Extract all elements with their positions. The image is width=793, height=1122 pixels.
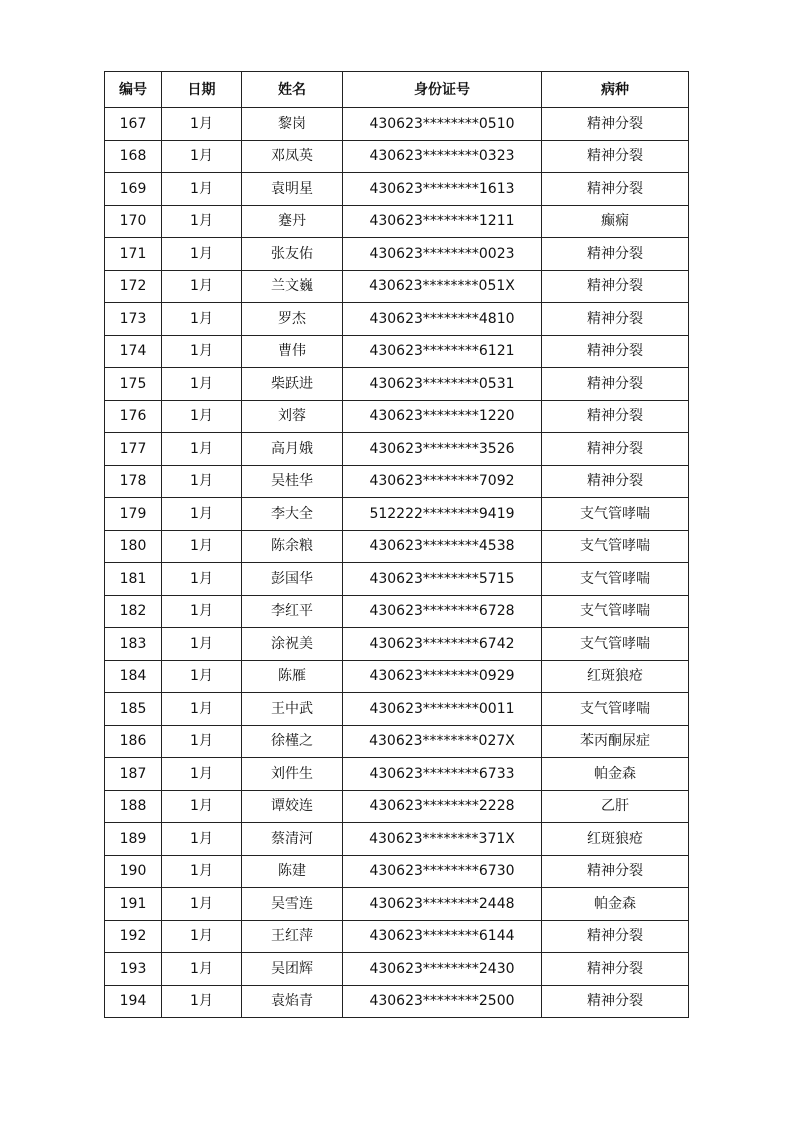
cell-date: 1月 bbox=[162, 563, 242, 596]
cell-id-number: 430623********6730 bbox=[343, 855, 542, 888]
cell-number: 189 bbox=[105, 823, 162, 856]
cell-disease: 精神分裂 bbox=[542, 920, 689, 953]
table-row bbox=[105, 920, 689, 953]
header-name: 姓名 bbox=[242, 72, 343, 108]
cell-disease: 精神分裂 bbox=[542, 108, 689, 141]
table-row bbox=[105, 530, 689, 563]
cell-name: 张友佑 bbox=[242, 238, 343, 271]
header-date: 日期 bbox=[162, 72, 242, 108]
table-row bbox=[105, 855, 689, 888]
cell-name: 曹伟 bbox=[242, 335, 343, 368]
cell-disease: 苯丙酮尿症 bbox=[542, 725, 689, 758]
cell-date: 1月 bbox=[162, 205, 242, 238]
cell-number: 168 bbox=[105, 140, 162, 173]
cell-date: 1月 bbox=[162, 660, 242, 693]
cell-number: 191 bbox=[105, 888, 162, 921]
table-row bbox=[105, 628, 689, 661]
cell-name: 柴跃进 bbox=[242, 368, 343, 401]
header-number: 编号 bbox=[105, 72, 162, 108]
table-row bbox=[105, 205, 689, 238]
cell-number: 184 bbox=[105, 660, 162, 693]
cell-date: 1月 bbox=[162, 498, 242, 531]
cell-disease: 红斑狼疮 bbox=[542, 823, 689, 856]
cell-number: 167 bbox=[105, 108, 162, 141]
cell-name: 高月娥 bbox=[242, 433, 343, 466]
table-row bbox=[105, 140, 689, 173]
cell-date: 1月 bbox=[162, 790, 242, 823]
cell-id-number: 430623********0929 bbox=[343, 660, 542, 693]
cell-name: 蔡清河 bbox=[242, 823, 343, 856]
cell-date: 1月 bbox=[162, 530, 242, 563]
cell-name: 谭姣连 bbox=[242, 790, 343, 823]
cell-number: 173 bbox=[105, 303, 162, 336]
cell-name: 李红平 bbox=[242, 595, 343, 628]
cell-number: 178 bbox=[105, 465, 162, 498]
cell-date: 1月 bbox=[162, 758, 242, 791]
table-row bbox=[105, 563, 689, 596]
table-row bbox=[105, 108, 689, 141]
cell-date: 1月 bbox=[162, 920, 242, 953]
cell-date: 1月 bbox=[162, 953, 242, 986]
table-row bbox=[105, 433, 689, 466]
cell-date: 1月 bbox=[162, 888, 242, 921]
cell-disease: 精神分裂 bbox=[542, 400, 689, 433]
cell-id-number: 430623********2430 bbox=[343, 953, 542, 986]
cell-date: 1月 bbox=[162, 368, 242, 401]
table-header-row bbox=[105, 72, 689, 108]
cell-number: 170 bbox=[105, 205, 162, 238]
cell-id-number: 430623********0023 bbox=[343, 238, 542, 271]
cell-id-number: 430623********4538 bbox=[343, 530, 542, 563]
cell-disease: 精神分裂 bbox=[542, 238, 689, 271]
cell-disease: 精神分裂 bbox=[542, 335, 689, 368]
cell-disease: 红斑狼疮 bbox=[542, 660, 689, 693]
cell-id-number: 430623********6144 bbox=[343, 920, 542, 953]
cell-name: 陈建 bbox=[242, 855, 343, 888]
cell-disease: 癫痫 bbox=[542, 205, 689, 238]
table-row bbox=[105, 595, 689, 628]
cell-number: 193 bbox=[105, 953, 162, 986]
table-row bbox=[105, 790, 689, 823]
cell-disease: 精神分裂 bbox=[542, 855, 689, 888]
table-row bbox=[105, 888, 689, 921]
cell-number: 185 bbox=[105, 693, 162, 726]
cell-disease: 帕金森 bbox=[542, 758, 689, 791]
cell-number: 194 bbox=[105, 985, 162, 1018]
cell-id-number: 430623********0531 bbox=[343, 368, 542, 401]
cell-name: 刘蓉 bbox=[242, 400, 343, 433]
cell-name: 吴团辉 bbox=[242, 953, 343, 986]
cell-date: 1月 bbox=[162, 270, 242, 303]
cell-disease: 精神分裂 bbox=[542, 368, 689, 401]
cell-name: 吴桂华 bbox=[242, 465, 343, 498]
cell-date: 1月 bbox=[162, 238, 242, 271]
cell-date: 1月 bbox=[162, 693, 242, 726]
table-row bbox=[105, 498, 689, 531]
cell-id-number: 430623********3526 bbox=[343, 433, 542, 466]
table-row bbox=[105, 758, 689, 791]
cell-name: 李大全 bbox=[242, 498, 343, 531]
table-row bbox=[105, 465, 689, 498]
cell-number: 186 bbox=[105, 725, 162, 758]
cell-disease: 精神分裂 bbox=[542, 953, 689, 986]
cell-date: 1月 bbox=[162, 628, 242, 661]
cell-id-number: 430623********1211 bbox=[343, 205, 542, 238]
table-body bbox=[105, 108, 689, 1018]
cell-number: 179 bbox=[105, 498, 162, 531]
cell-name: 徐槿之 bbox=[242, 725, 343, 758]
cell-id-number: 430623********7092 bbox=[343, 465, 542, 498]
cell-id-number: 430623********6733 bbox=[343, 758, 542, 791]
cell-number: 176 bbox=[105, 400, 162, 433]
cell-disease: 支气管哮喘 bbox=[542, 498, 689, 531]
cell-disease: 支气管哮喘 bbox=[542, 595, 689, 628]
cell-disease: 帕金森 bbox=[542, 888, 689, 921]
cell-date: 1月 bbox=[162, 725, 242, 758]
cell-date: 1月 bbox=[162, 400, 242, 433]
table-row bbox=[105, 400, 689, 433]
table-row bbox=[105, 303, 689, 336]
cell-id-number: 430623********0011 bbox=[343, 693, 542, 726]
cell-name: 陈雁 bbox=[242, 660, 343, 693]
cell-id-number: 430623********371X bbox=[343, 823, 542, 856]
cell-name: 罗杰 bbox=[242, 303, 343, 336]
cell-id-number: 430623********6742 bbox=[343, 628, 542, 661]
document-page bbox=[104, 71, 689, 1018]
cell-name: 兰文巍 bbox=[242, 270, 343, 303]
cell-number: 190 bbox=[105, 855, 162, 888]
header-id-number: 身份证号 bbox=[343, 72, 542, 108]
cell-number: 172 bbox=[105, 270, 162, 303]
cell-date: 1月 bbox=[162, 985, 242, 1018]
cell-id-number: 430623********2448 bbox=[343, 888, 542, 921]
cell-number: 192 bbox=[105, 920, 162, 953]
cell-date: 1月 bbox=[162, 595, 242, 628]
cell-disease: 支气管哮喘 bbox=[542, 693, 689, 726]
cell-number: 187 bbox=[105, 758, 162, 791]
table-row bbox=[105, 335, 689, 368]
cell-disease: 支气管哮喘 bbox=[542, 530, 689, 563]
cell-number: 181 bbox=[105, 563, 162, 596]
cell-id-number: 430623********5715 bbox=[343, 563, 542, 596]
cell-number: 188 bbox=[105, 790, 162, 823]
cell-id-number: 430623********2228 bbox=[343, 790, 542, 823]
cell-date: 1月 bbox=[162, 108, 242, 141]
cell-number: 177 bbox=[105, 433, 162, 466]
cell-disease: 精神分裂 bbox=[542, 140, 689, 173]
cell-name: 黎岗 bbox=[242, 108, 343, 141]
table-row bbox=[105, 985, 689, 1018]
header-disease: 病种 bbox=[542, 72, 689, 108]
cell-disease: 支气管哮喘 bbox=[542, 563, 689, 596]
table-row bbox=[105, 823, 689, 856]
cell-id-number: 512222********9419 bbox=[343, 498, 542, 531]
cell-name: 涂祝美 bbox=[242, 628, 343, 661]
cell-name: 王红萍 bbox=[242, 920, 343, 953]
cell-id-number: 430623********6728 bbox=[343, 595, 542, 628]
cell-disease: 精神分裂 bbox=[542, 173, 689, 206]
cell-name: 邓凤英 bbox=[242, 140, 343, 173]
cell-number: 183 bbox=[105, 628, 162, 661]
cell-number: 174 bbox=[105, 335, 162, 368]
cell-name: 刘件生 bbox=[242, 758, 343, 791]
cell-id-number: 430623********0510 bbox=[343, 108, 542, 141]
cell-id-number: 430623********6121 bbox=[343, 335, 542, 368]
cell-disease: 精神分裂 bbox=[542, 270, 689, 303]
cell-id-number: 430623********0323 bbox=[343, 140, 542, 173]
table-row bbox=[105, 660, 689, 693]
cell-name: 吴雪连 bbox=[242, 888, 343, 921]
cell-number: 175 bbox=[105, 368, 162, 401]
cell-date: 1月 bbox=[162, 140, 242, 173]
patient-table bbox=[104, 71, 689, 1018]
table-row bbox=[105, 238, 689, 271]
cell-number: 180 bbox=[105, 530, 162, 563]
table-row bbox=[105, 270, 689, 303]
cell-id-number: 430623********4810 bbox=[343, 303, 542, 336]
cell-date: 1月 bbox=[162, 173, 242, 206]
cell-id-number: 430623********051X bbox=[343, 270, 542, 303]
table-row bbox=[105, 725, 689, 758]
cell-number: 182 bbox=[105, 595, 162, 628]
cell-disease: 精神分裂 bbox=[542, 465, 689, 498]
cell-name: 王中武 bbox=[242, 693, 343, 726]
cell-date: 1月 bbox=[162, 855, 242, 888]
table-row bbox=[105, 693, 689, 726]
cell-disease: 精神分裂 bbox=[542, 303, 689, 336]
cell-disease: 精神分裂 bbox=[542, 985, 689, 1018]
cell-date: 1月 bbox=[162, 465, 242, 498]
table-row bbox=[105, 173, 689, 206]
cell-name: 袁焰青 bbox=[242, 985, 343, 1018]
cell-date: 1月 bbox=[162, 433, 242, 466]
cell-number: 169 bbox=[105, 173, 162, 206]
cell-disease: 乙肝 bbox=[542, 790, 689, 823]
cell-id-number: 430623********027X bbox=[343, 725, 542, 758]
table-row bbox=[105, 368, 689, 401]
cell-disease: 支气管哮喘 bbox=[542, 628, 689, 661]
cell-name: 袁明星 bbox=[242, 173, 343, 206]
cell-name: 陈余粮 bbox=[242, 530, 343, 563]
cell-date: 1月 bbox=[162, 335, 242, 368]
cell-name: 彭国华 bbox=[242, 563, 343, 596]
table-row bbox=[105, 953, 689, 986]
cell-date: 1月 bbox=[162, 303, 242, 336]
cell-name: 蹇丹 bbox=[242, 205, 343, 238]
cell-id-number: 430623********2500 bbox=[343, 985, 542, 1018]
cell-id-number: 430623********1613 bbox=[343, 173, 542, 206]
cell-number: 171 bbox=[105, 238, 162, 271]
cell-id-number: 430623********1220 bbox=[343, 400, 542, 433]
cell-date: 1月 bbox=[162, 823, 242, 856]
cell-disease: 精神分裂 bbox=[542, 433, 689, 466]
